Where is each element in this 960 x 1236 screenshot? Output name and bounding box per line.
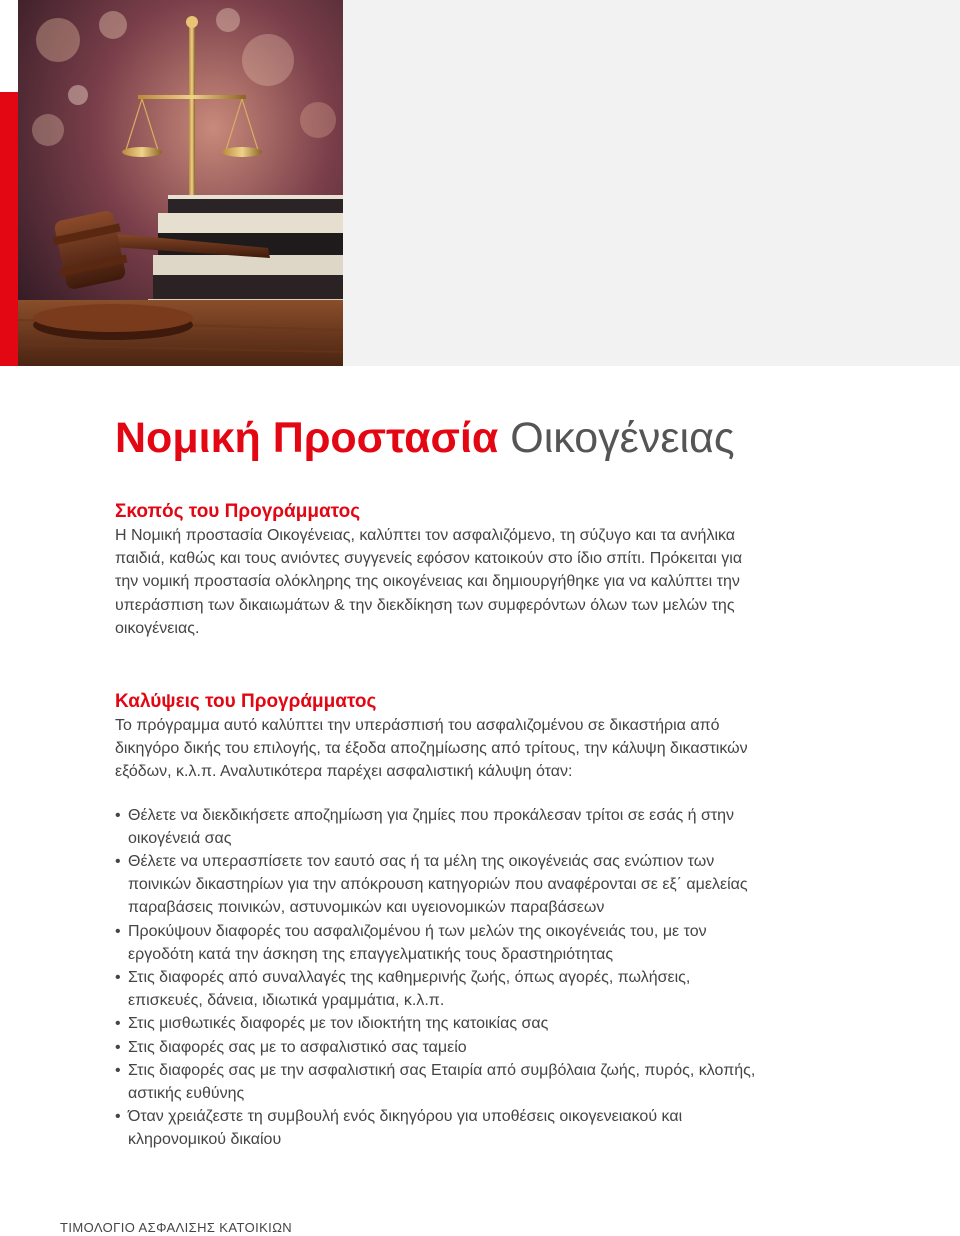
list-item (115, 966, 765, 1012)
accent-bar (0, 92, 18, 366)
bullet-icon: • (115, 969, 121, 987)
list-item (115, 850, 765, 920)
bullet-icon: • (115, 1038, 121, 1056)
list-item (115, 1036, 765, 1059)
header-background (343, 0, 960, 366)
list-item (115, 920, 765, 966)
list-item-text: Στις μισθωτικές διαφορές με τον ιδιοκτήτη της κατοικίας σας (128, 1015, 549, 1033)
bullet-icon: • (115, 853, 121, 871)
list-item-text: Θέλετε να υπερασπίσετε τον εαυτό σας ή τα μέλη της οικογένειάς σας ενώπιον των ποινικών δικαστηρίων για την απόκρουση κατηγοριών που αναφέρονται σε εξ΄ αμελείας παραβάσεις ποινικών, αστυνομικών και υγειονομικών παραβάσεων (128, 853, 748, 917)
main-content (115, 500, 765, 1152)
bullet-icon: • (115, 1015, 121, 1033)
list-item-text: Στις διαφορές σας με την ασφαλιστική σας Εταιρία από συμβόλαια ζωής, πυρός, κλοπής, αστικής ευθύνης (128, 1061, 756, 1103)
list-item (115, 1105, 765, 1151)
footer-label: ΤΙΜΟΛΟΓΙΟ ΑΣΦΑΛΙΣΗΣ ΚΑΤΟΙΚΙΩΝ (60, 1220, 293, 1235)
list-item-text: Θέλετε να διεκδικήσετε αποζημίωση για ζημίες που προκάλεσαν τρίτοι σε εσάς ή στην οικογένειά σας (128, 806, 735, 847)
purpose-section (115, 500, 765, 640)
bullet-icon: • (115, 806, 121, 824)
list-item (115, 804, 765, 850)
coverage-text: Το πρόγραμμα αυτό καλύπτει την υπεράσπισή του ασφαλιζομένου σε δικαστήρια από δικηγόρο δικής του επιλογής, τα έξοδα αποζημίωσης από τρίτους, την κάλυψη δικαστικών εξόδων, κ.λ.π. Αναλυτικότερα παρέχει ασφαλιστική κάλυψη όταν: (115, 717, 748, 781)
page-title (115, 410, 735, 466)
bullet-icon: • (115, 1061, 121, 1079)
coverage-list (115, 804, 765, 1152)
list-item-text: Προκύψουν διαφορές του ασφαλιζομένου ή των μελών της οικογένειάς του, με τον εργοδότη κατά την άσκηση της επαγγελματικής τους δραστηριότητας (128, 922, 707, 963)
list-item-text: Όταν χρειάζεστε τη συμβουλή ενός δικηγόρου για υποθέσεις οικογενειακού και κληρονομικού δικαίου (128, 1108, 683, 1149)
hero-photo (18, 0, 343, 366)
list-item (115, 1012, 765, 1035)
bullet-icon: • (115, 1108, 121, 1126)
coverage-heading: Καλύψεις του Προγράμματος (115, 691, 377, 713)
bullet-icon: • (115, 922, 121, 940)
title-light: Οικογένειας (510, 414, 735, 462)
list-item-text: Στις διαφορές από συναλλαγές της καθημερινής ζωής, όπως αγορές, πωλήσεις, επισκευές, δάνεια, ιδιωτικά γραμμάτια, κ.λ.π. (128, 969, 691, 1010)
purpose-text: Η Νομική προστασία Οικογένειας, καλύπτει τον ασφαλιζόμενο, τη σύζυγο και τα ανήλικα παιδιά, καθώς και τους ανιόντες συγγενείς εφόσον κατοικούν στο ίδιο σπίτι. Πρόκειται για την νομική προστασία ολόκληρης της οικογένειας και δημιουργήθηκε για να καλύπτει την υπεράσπιση των δικαιωμάτων & την διεκδίκηση των συμφερόντων όλων των μελών της οικογένειας. (115, 527, 743, 637)
title-bold: Νομική Προστασία (115, 414, 499, 462)
coverage-section (115, 690, 765, 1152)
list-item (115, 1059, 765, 1105)
purpose-heading: Σκοπός του Προγράμματος (115, 501, 361, 522)
list-item-text: Στις διαφορές σας με το ασφαλιστικό σας ταμείο (128, 1038, 467, 1056)
